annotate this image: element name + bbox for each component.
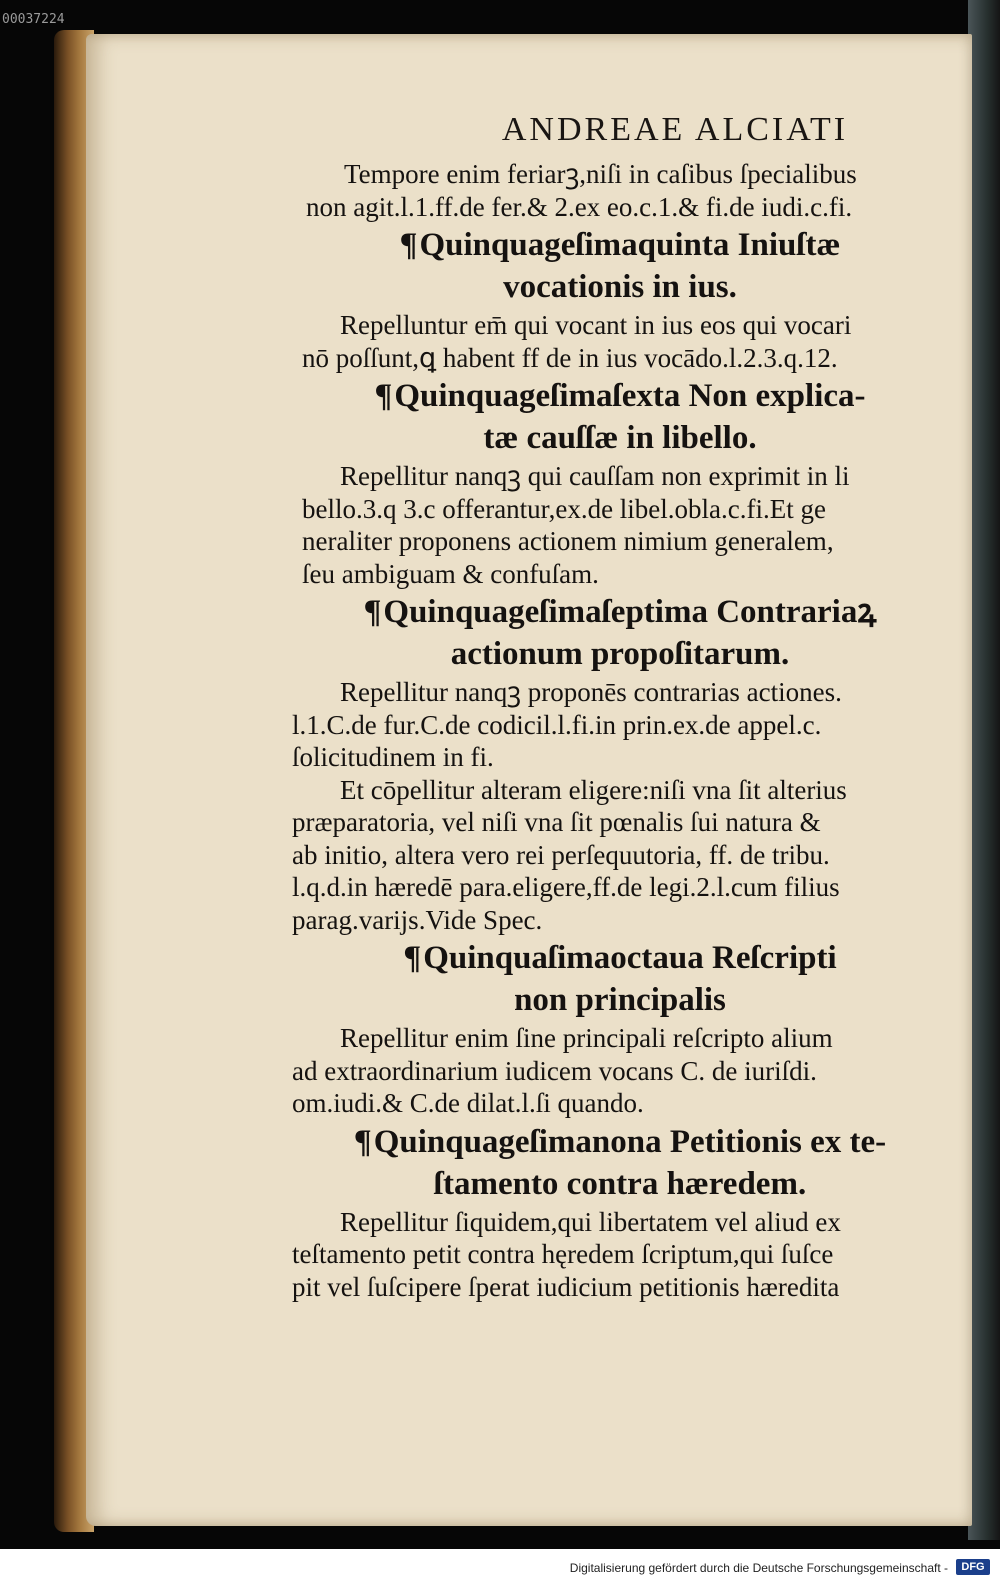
text-line: non agit.l.1.ff.de fer.& 2.ex eo.c.1.& fi.de iudi.c.fi. xyxy=(306,191,853,222)
section-heading-cont: non principalis xyxy=(514,982,726,1018)
text-line: l.1.C.de fur.C.de codicil.l.fi.in prin.ex.de appel.c. xyxy=(292,709,822,740)
section-heading-text: Quinquageſimanona Petitionis ex te- xyxy=(373,1123,887,1160)
pilcrow-icon: ¶ xyxy=(374,378,393,414)
section-heading xyxy=(292,592,948,632)
pilcrow-icon: ¶ xyxy=(399,227,418,263)
scan-id-label: 00037224 xyxy=(2,12,65,27)
text-line: neraliter proponens actionem nimium generalem, xyxy=(302,526,834,556)
text-line: Repellitur ſiquidem,qui libertatem vel aliud ex xyxy=(340,1206,841,1237)
text-line: Repellitur enim ſine principali reſcripto alium xyxy=(340,1023,833,1053)
text-line: Repelluntur em̄ qui vocant in ius eos qui vocari xyxy=(340,310,852,340)
section-heading xyxy=(292,225,948,265)
section-heading-cont: vocationis in ius. xyxy=(503,269,737,305)
section-heading xyxy=(292,938,948,978)
section-heading-cont: tæ cauſſæ in libello. xyxy=(483,420,757,456)
section-heading-text: Quinquageſimaſexta Non explica- xyxy=(394,378,866,414)
text-line: Repellitur nanqꝫ proponēs contrarias actiones. xyxy=(340,677,842,707)
section-heading-cont: ſtamento contra hæredem. xyxy=(433,1165,807,1202)
text-line: Tempore enim feriarꝫ,niſi in caſibus ſpecialibus xyxy=(344,159,857,189)
text-line: ad extraordinarium iudicem vocans C. de iuriſdi. xyxy=(292,1055,817,1086)
pilcrow-icon: ¶ xyxy=(363,594,382,630)
text-line: pit vel ſuſcipere ſperat iudicium petitionis hæredita xyxy=(292,1271,840,1302)
dfg-credit: Digitalisierung gefördert durch die Deutsche Forschungsgemeinschaft - xyxy=(569,1561,948,1575)
text-line: bello.3.q 3.c offerantur,ex.de libel.obla.c.fi.Et ge xyxy=(302,493,826,524)
text-line: ſeu ambiguam & confuſam. xyxy=(302,558,599,589)
text-line: nō poſſunt,ꝗ habent ff de in ius vocādo.l.2.3.q.12. xyxy=(302,342,838,373)
section-heading xyxy=(292,1122,948,1162)
section-heading-cont: actionum propoſitarum. xyxy=(450,636,790,672)
text-line: l.q.d.in hæredē para.eligere,ff.de legi.2.l.cum filius xyxy=(292,872,840,902)
text-line: ſolicitudinem in fi. xyxy=(292,742,494,772)
text-line: ab initio, altera vero rei perſequutoria, ff. de tribu. xyxy=(292,839,830,870)
text-line: Repellitur nanqꝫ qui cauſſam non exprimit in li xyxy=(340,461,850,491)
running-head: ANDREAE ALCIATI xyxy=(501,111,849,148)
book-edge xyxy=(968,0,1000,1540)
pilcrow-icon: ¶ xyxy=(353,1123,372,1160)
section-heading-text: Quinquageſimaſeptima Contrariaꝝ xyxy=(383,594,877,630)
text-line: præparatoria, vel niſi vna ſit pœnalis ſui natura & xyxy=(292,807,821,837)
text-line: parag.varijs.Vide Spec. xyxy=(292,904,543,935)
footer-bar xyxy=(0,1549,1000,1589)
section-heading xyxy=(292,376,948,416)
section-heading-text: Quinquageſimaquinta Iniuſtæ xyxy=(419,227,841,263)
text-line: Et cōpellitur alteram eligere:niſi vna ſit alterius xyxy=(340,774,847,805)
section-heading-text: Quinquaſimaoctaua Reſcripti xyxy=(423,940,837,976)
text-line: teſtamento petit contra hęredem ſcriptum,qui ſuſce xyxy=(292,1239,834,1269)
page-text xyxy=(292,108,948,1303)
dfg-logo: DFG xyxy=(956,1559,990,1575)
text-line: om.iudi.& C.de dilat.l.ſi quando. xyxy=(292,1088,644,1118)
pilcrow-icon: ¶ xyxy=(403,940,422,976)
